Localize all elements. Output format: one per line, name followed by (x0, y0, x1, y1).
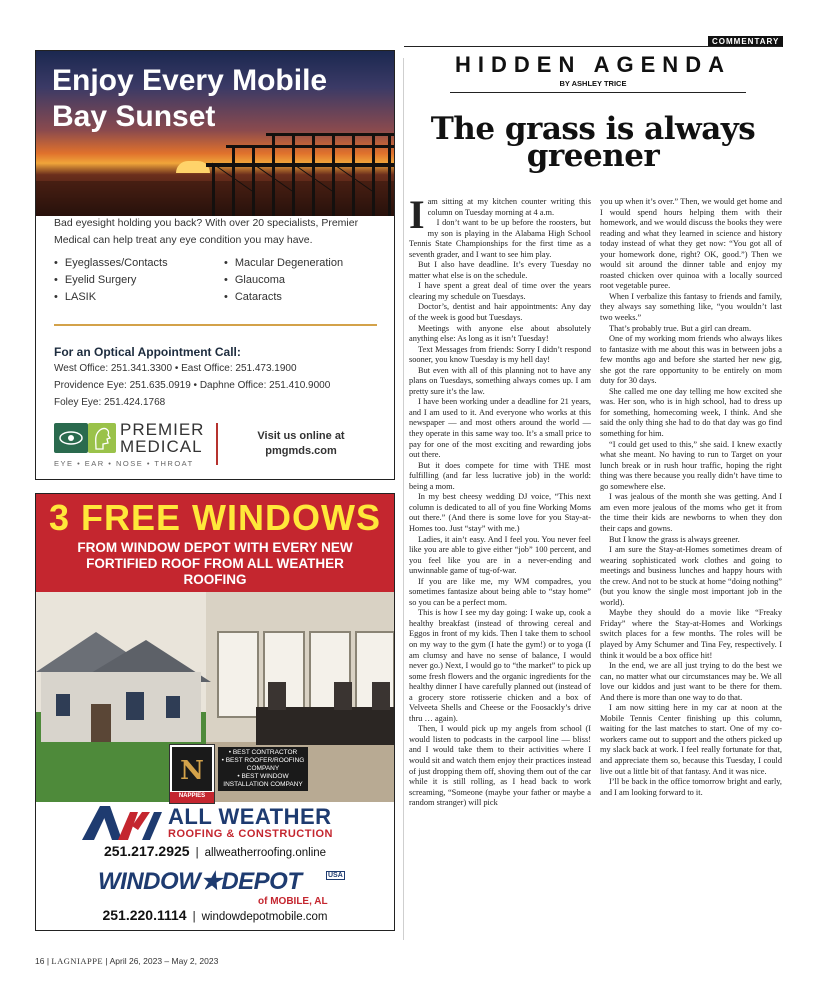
top-rule (404, 46, 782, 47)
eye-logo-icon (54, 423, 88, 453)
all-weather-subtitle: ROOFING & CONSTRUCTION (168, 828, 333, 840)
brand-separator (216, 423, 218, 465)
service-item: • Eyelid Surgery (54, 272, 168, 289)
separator: | (192, 911, 196, 923)
drop-cap: I (409, 192, 425, 237)
article-paragraph: I am sure the Stay-at-Homes sometimes dream of wearing sophisticated work clothes and going to meetings and business lunches and happy hours with the crew. And not to be stuck at home “doing nothing” (but you know the single most important job in the world). (600, 545, 782, 607)
sunset-pier-photo (36, 51, 394, 216)
gold-divider (54, 324, 377, 326)
column-divider (403, 58, 404, 940)
article-paragraph: I’ll be back in the office tomorrow bright and early, and I am looking forward to it. (600, 777, 782, 797)
premier-medical-ad (35, 50, 395, 480)
article-paragraph: In the end, we are all just trying to do the best we can, no matter what our circumstances may be. We all love our kiddos and just want to be there for them. And there is more than one way to do that. (600, 661, 782, 702)
service-item: • Glaucoma (224, 272, 343, 289)
byline: BY ASHLEY TRICE (559, 79, 627, 88)
all-weather-logo-icon (82, 802, 164, 842)
article-paragraph: That’s probably true. But a girl can dream. (609, 323, 752, 333)
article-paragraph: Maybe they should do a movie like “Freaky Friday” where the Stay-at-Homes and Workings switch places for a few months. The roles will be played by Amy Schumer and Tina Fey, respectively. I think it would be a box office hit! (600, 608, 782, 660)
brand-name: PREMIER MEDICAL (120, 420, 205, 456)
window-depot-phone[interactable]: 251.220.1114 (102, 907, 187, 923)
brand-tagline: EYE • EAR • NOSE • THROAT (54, 459, 194, 468)
all-weather-contact (36, 843, 394, 859)
article-paragraph: Doctor’s, dentist and hair appointments: Any day of the week is good but Tuesdays. (409, 302, 591, 323)
article-paragraph: If you are like me, my WM compadres, you sometimes fantasize about being able to “stay home” so you can be a perfect mom. (409, 576, 591, 607)
article-paragraph: But even with all of this planning not to have any plans on Tuesdays, something always comes up. I am pretty sure it’s the law. (409, 365, 591, 396)
all-weather-name: ALL WEATHER (168, 804, 332, 829)
ad-top-banner (36, 494, 394, 592)
article-paragraph: Meetings with anyone else about absolutely anything else: As long as it isn’t Tuesday! (409, 323, 591, 344)
award-item: • BEST ROOFER/ROOFING COMPANY (221, 757, 305, 772)
ad-body (54, 215, 384, 303)
article-headline: The grass is always greener (430, 111, 756, 174)
article-paragraph: “I could get used to this,” she said. I knew exactly what she meant. No having to run to Target on your lunch break or in rush hour traffic, hoping the right thing was there because you really didn’t have time to go somewhere else. (600, 439, 782, 491)
window-depot-website[interactable]: windowdepotmobile.com (201, 911, 328, 923)
publication-name: LAGNIAPPE (51, 956, 104, 966)
services-list-left (54, 255, 168, 306)
house-interior-photo (36, 592, 394, 802)
ad-headline: Enjoy Every Mobile Bay Sunset (52, 64, 328, 133)
nappies-label: NAPPIES (178, 793, 206, 799)
byline-rule (450, 92, 746, 93)
window-depot-name: WINDOW★DEPOT (98, 868, 302, 895)
window-depot-contact (36, 907, 394, 923)
website-link[interactable]: Visit us online at pmgmds.com (257, 430, 345, 457)
award-list (218, 747, 308, 791)
page-footer: 16 | LAGNIAPPE | April 26, 2023 – May 2, 2023 (35, 956, 219, 966)
article-paragraph: you up when it’s over.” Then, we would get home and I would spend hours helping them with their homework, and we would discuss the books they were reading and what they learned in science and history today instead of what they get now: “You got all of your homework done, right? OK, good.”) Then we would sit around the dinner table and enjoy my roasted chicken over quinoa with a locally sourced root vegetable puree. (600, 197, 782, 291)
article-paragraph: I am now sitting here in my car at noon at the Mobile Tennis Center finishing up this column, waiting for the last matches to start. One of my co-workers came out to support and the others picked up my slack back at work. I feel really fortunate for that, and appreciate them so, because this Tuesday, I could live out a little bit of that fantasy. And it was nice. (600, 703, 782, 776)
issue-dates: April 26, 2023 – May 2, 2023 (109, 956, 219, 966)
office-phones-1: West Office: 251.341.3300 • East Office: 251.473.1900 (54, 363, 297, 374)
services-list-right (224, 255, 343, 306)
separator: | (195, 847, 199, 859)
service-item: • Macular Degeneration (224, 255, 343, 272)
article-paragraph: Then, I would pick up my angels from school (I would listen to podcasts in the carpool line — bliss! and I would take them to their activities where I would sit and watch them enjoy their practices instead of just dropping them off, shoving them out of the car while it is still rolling, as I head back to work screaming, “Someone (maybe your father or maybe a random stranger) will pick (409, 724, 591, 808)
article-paragraph: But I also have deadline. It’s every Tuesday no matter what else is on the schedule. (409, 260, 591, 280)
article-paragraph: But I know the grass is always greener. (609, 534, 740, 544)
award-item: • BEST WINDOW INSTALLATION COMPANY (223, 773, 303, 788)
window-depot-location: of MOBILE, AL (258, 896, 328, 907)
nappies-award-logo (169, 744, 215, 804)
article-paragraph: When I verbalize this fantasy to friends and family, they always say something like, “you wouldn’t last two weeks.” (600, 291, 782, 323)
service-item: • LASIK (54, 289, 168, 306)
article-paragraph: I was jealous of the month she was getting. And I am even more jealous of the moms who get it from the time their kids are newborns to when they don their caps and gowns. (600, 492, 782, 533)
appointment-title: For an Optical Appointment Call: (54, 345, 241, 359)
article-column-1 (409, 192, 591, 809)
all-weather-website[interactable]: allweatherroofing.online (204, 847, 327, 859)
ad-subhead: FROM WINDOW DEPOT WITH EVERY NEW FORTIFIED ROOF FROM ALL WEATHER ROOFING (77, 540, 353, 587)
window-depot-usa: USA (328, 872, 343, 879)
office-phones-3: Foley Eye: 251.424.1768 (54, 397, 166, 408)
article-paragraph: I don’t want to be up before the roosters, but my son is playing in the Alabama High School Tennis State Championships for the first time as a seventh grader, and I want to see him play. (409, 218, 591, 259)
ad-intro-text: Bad eyesight holding you back? With over 20 specialists, Premier Medical can help treat any eye condition you may have. (54, 217, 359, 246)
article-paragraph: Ladies, it ain’t easy. And I feel you. You never feel like you are able to give either “job” 100 percent, and you feel like you are in a never-ending and unwinnable game of tug-of-war. (409, 534, 591, 576)
service-item: • Eyeglasses/Contacts (54, 255, 168, 272)
article-paragraph: In my best cheesy wedding DJ voice, “This next column is dedicated to all of you fine Working Moms out there.” (And there is some love for you Stay-at-Homes too. Just “stay” with me.) (409, 492, 591, 533)
page-number: 16 (35, 956, 45, 966)
article-paragraph: I have been working under a deadline for 21 years, and I am used to it. And everyone who works at this newspaper — and most others around the world — they operate in this same way too. It’s a small price to pay for one of the most exciting and rewarding jobs out there. (409, 397, 591, 460)
section-label: COMMENTARY (708, 36, 783, 47)
office-phones-2: Providence Eye: 251.635.0919 • Daphne Office: 251.410.9000 (54, 380, 331, 391)
article-paragraph: One of my working mom friends who always likes to fantasize with me about this was in between jobs a few months ago and before she started her new gig, she got the rare opportunity to be entirely on mom duty for 30 days. (600, 334, 782, 386)
article-paragraph: But it does compete for time with THE most fulfilling (and far less lucrative job) in the world: being a mom. (409, 460, 591, 491)
article-paragraph: This is how I see my day going: I wake up, cook a healthy breakfast (instead of throwing cereal and Eggos in front of my kids. Then I take them to school on my way to the gym (I hate the gym!) or to yoga (I am clumsy and have no sense of balance, I would never go.) Next, I would go to “the market” to pick up some fresh flowers and the organic ingredients for the healthy dinner I have carefully planned out (instead of a grocery store rotisserie chicken and a box of Velveeta Shells and Cheese or the Foosackly’s drive thru … again). (409, 608, 591, 723)
service-item: • Cataracts (224, 289, 343, 306)
article-paragraph: She called me one day telling me how excited she was. Her son, who is in high school, had to dress up for something, homecoming week, I think. And she said the only thing she had to do that day was go find something for him. (600, 386, 782, 439)
article-paragraph: I have spent a great deal of time over the years clearing my schedule on Tuesdays. (409, 281, 591, 301)
article-paragraph: Text Messages from friends: Sorry I didn’t respond sooner, you know Tuesday is my hell day! (409, 344, 591, 365)
svg-text:N: N (180, 756, 204, 786)
award-item: • BEST CONTRACTOR (228, 749, 298, 756)
column-name: HIDDEN AGENDA (455, 52, 731, 77)
profile-logo-icon (88, 423, 116, 453)
article-paragraph: Iam sitting at my kitchen counter writing this column on Tuesday morning at 4 a.m. (409, 192, 591, 237)
ad-headline: 3 FREE WINDOWS (48, 497, 381, 538)
roofing-windows-ad (35, 493, 395, 931)
article-column-2 (600, 197, 782, 798)
all-weather-phone[interactable]: 251.217.2925 (103, 843, 190, 859)
